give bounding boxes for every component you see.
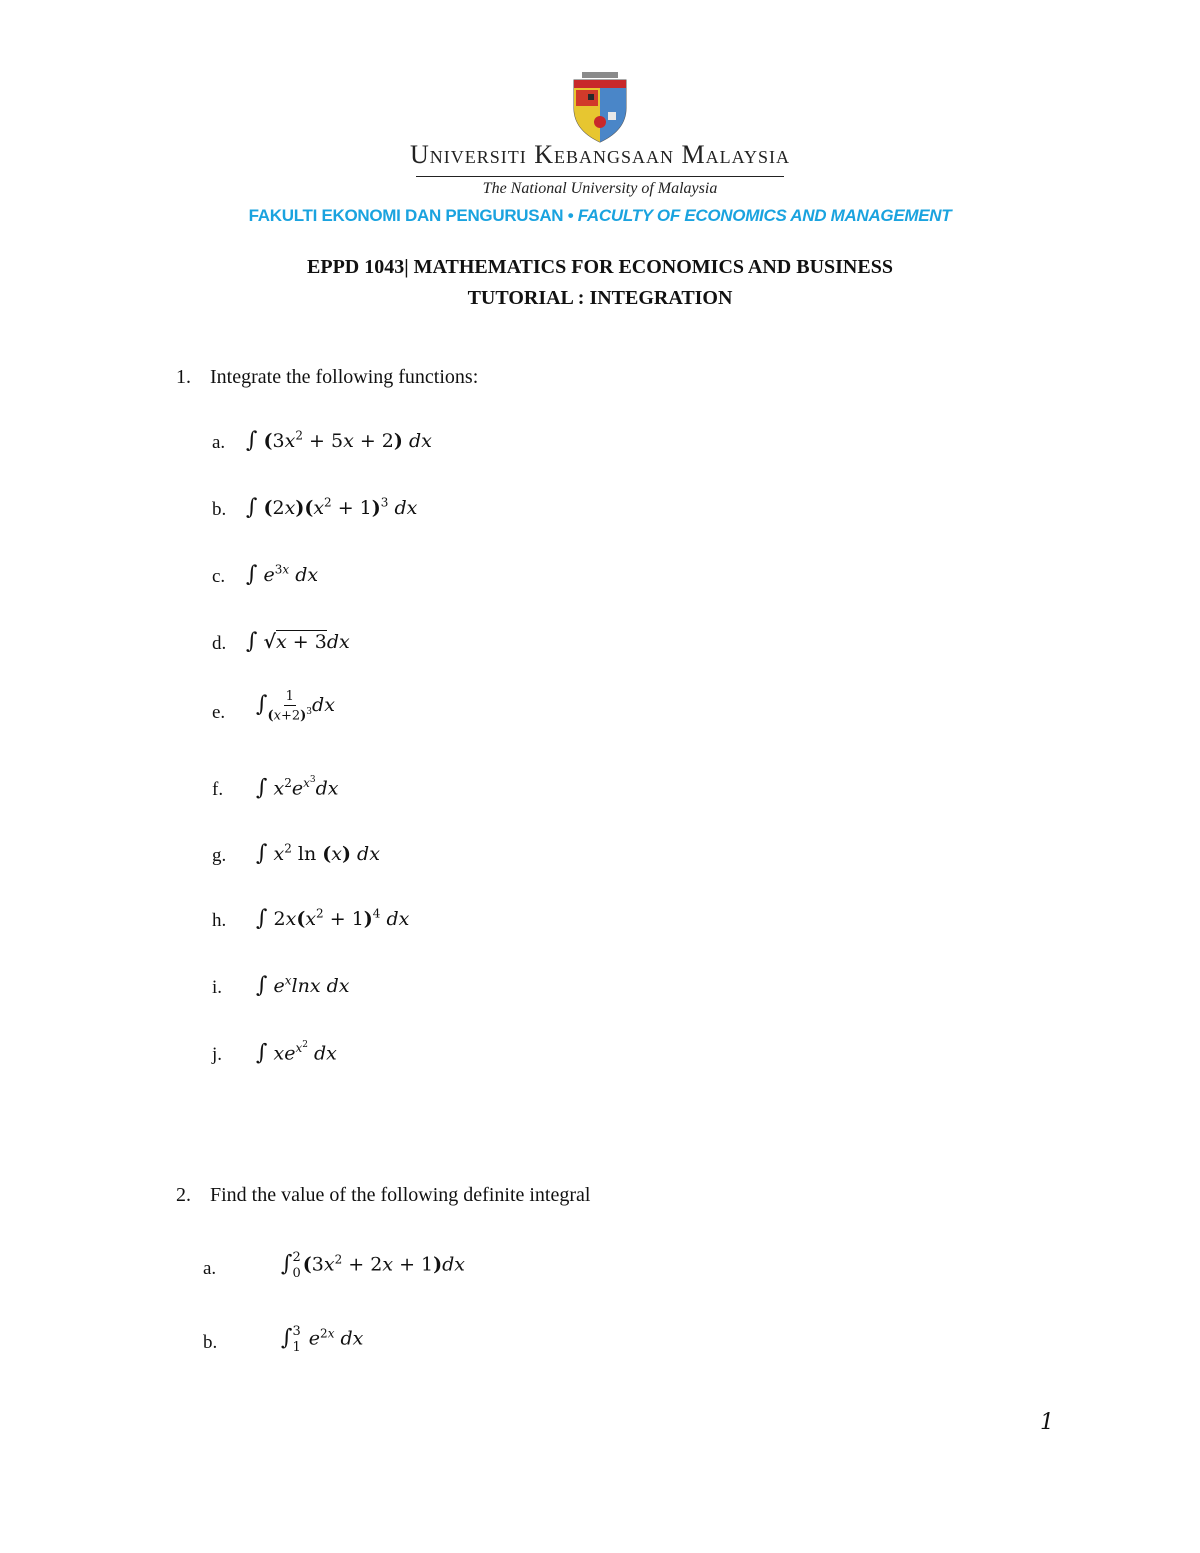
item-label: h. [212,910,227,931]
university-subtitle: The National University of Malaysia [482,180,718,197]
integral-expression: ∫ 3 1 $e^{2x}$ dx [281,1324,364,1355]
course-title: EPPD 1043| MATHEMATICS FOR ECONOMICS AND BUSINESS [307,256,893,278]
lower-limit: 0 [292,1265,301,1281]
item-label: d. [212,633,227,654]
page-number: 1 [1040,1410,1054,1435]
item-label: e. [212,702,226,723]
item-label: a. [203,1258,217,1279]
item-label: f. [212,779,224,800]
integral-expression: ∫ $\frac{1}{(x+2)^3}$ dx [256,689,335,724]
integral-expression: ∫ √x + 3dx [246,629,350,654]
item-label: c. [212,566,226,587]
faculty-name-ms: FAKULTI EKONOMI DAN PENGURUSAN [248,206,564,225]
upper-limit: 2 [292,1250,301,1265]
question-text: Integrate the following functions: [210,366,479,388]
integral-expression: ∫ $2x(x^2 + 1)^4$ dx [256,906,410,931]
item-label: a. [212,432,226,453]
university-crest-logo [568,72,632,144]
question-text: Find the value of the following definite integral [210,1184,591,1206]
integral-expression: ∫ $x^2e^{x^3}dx$ [256,775,339,801]
lower-limit: 1 [292,1339,301,1355]
item-label: b. [203,1332,218,1353]
integral-expression: ∫ $x^2$ ln (x) dx [256,841,380,866]
university-name: Universiti Kebangsaan Malaysia [409,140,790,169]
item-label: g. [212,845,227,866]
faculty-separator: • [563,206,578,225]
item-label: b. [212,499,227,520]
faculty-heading [0,206,1200,226]
item-label: i. [212,977,223,998]
upper-limit: 3 [292,1324,301,1339]
question-2 [176,1184,590,1207]
university-rule [416,176,784,177]
integral-expression: ∫ 2 0 $(3x^2 + 2x + 1)dx$ [281,1250,466,1281]
tutorial-title: TUTORIAL : INTEGRATION [467,287,733,309]
item-label: j. [212,1044,223,1065]
integral-expression: ∫ $(3x^2 + 5x + 2)$ dx [246,428,432,453]
question-1 [176,366,478,389]
integral-expression: ∫ $xe^{x^2}$ dx [256,1040,337,1066]
faculty-name-en: FACULTY OF ECONOMICS AND MANAGEMENT [577,206,952,225]
integral-expression: ∫ $e^x\ln x$ dx [256,973,350,998]
question-number: 2. [176,1184,191,1206]
integral-expression: ∫ $(2x)(x^2 + 1)^3$ dx [246,495,418,520]
question-number: 1. [176,366,191,388]
integral-expression: ∫ $e^{3x}$ dx [246,562,319,587]
